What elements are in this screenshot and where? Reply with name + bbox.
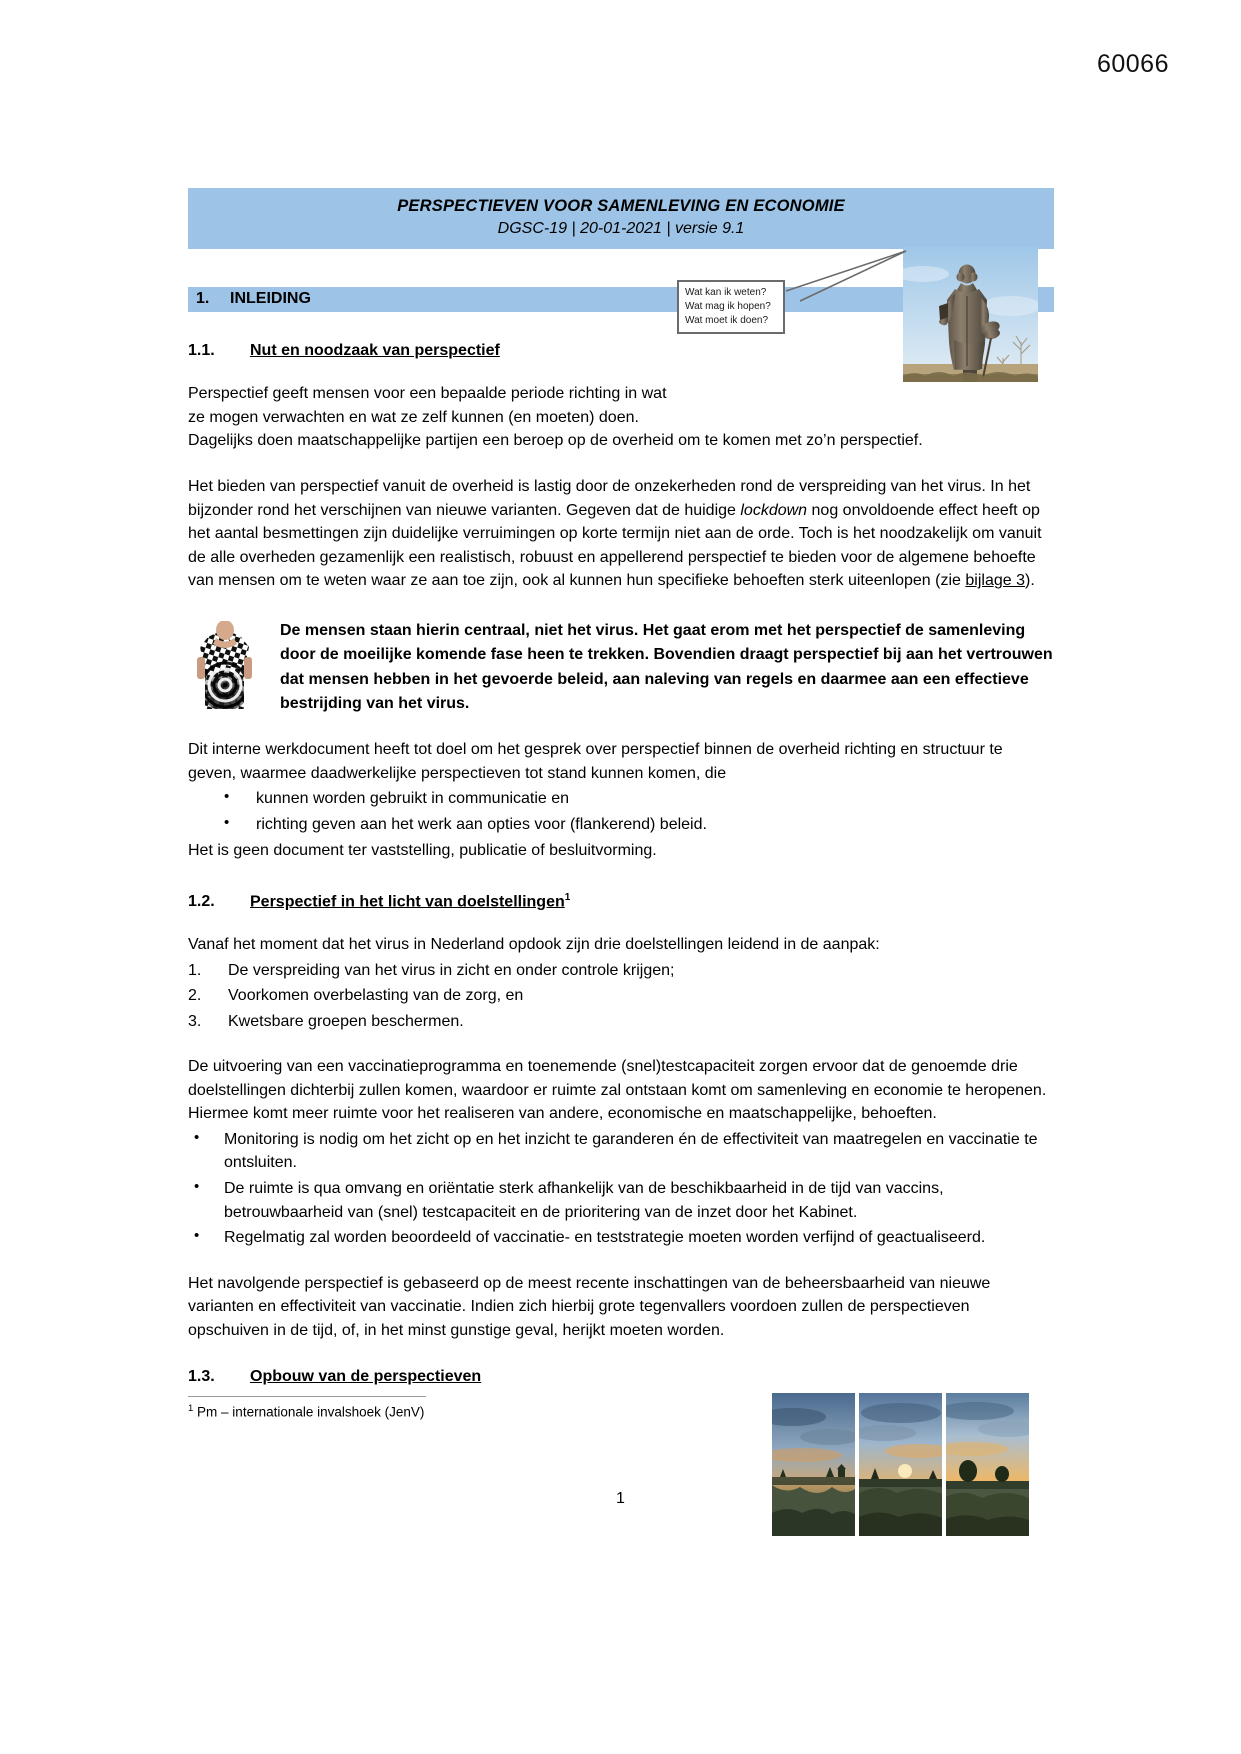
heading-1-number: 1. (196, 290, 210, 308)
heading-1-title: INLEIDING (230, 290, 311, 308)
list-item (188, 984, 1054, 1008)
intro-line-3: Dagelijks doen maatschappelijke partijen een beroep op de overheid om te komen met zo’n perspectief. (188, 432, 923, 450)
optical-illusion-photo (188, 621, 261, 709)
para2-part-a: Het bieden van perspectief vanuit de overheid is lastig door de onzekerheden rond de verspreiding van het virus. In het bijzonder rond het verschijnen van nieuwe varianten. Gegeven dat de huidige (188, 478, 1031, 519)
paragraph-bieden-van-perspectief (188, 475, 1054, 593)
page-number: 1 (616, 1490, 625, 1507)
speech-bubble (677, 280, 785, 334)
footnote-marker: 1 (188, 1403, 194, 1415)
list-item-number: 2. (188, 987, 202, 1005)
list-item-label: De verspreiding van het virus in zicht en onder controle krijgen; (228, 961, 675, 979)
list-item (188, 1177, 1054, 1224)
list-item (188, 959, 1054, 983)
sunset-panel-3-svg (946, 1393, 1029, 1536)
list-item (188, 813, 1054, 837)
list-item-label: Monitoring is nodig om het zicht op en het inzicht te garanderen én de effectiviteit van maatregelen en vaccinatie te ontsluiten. (224, 1130, 1038, 1172)
list-item-number: 1. (188, 961, 202, 979)
heading-1-1-title: Nut en noodzaak van perspectief (250, 342, 500, 360)
sunset-landscape-triptych (772, 1393, 1030, 1536)
heading-1-1-number: 1.1. (188, 342, 215, 360)
banner-title: PERSPECTIEVEN VOOR SAMENLEVING EN ECONOMIE (397, 197, 845, 215)
paragraph-geen-document: Het is geen document ter vaststelling, publicatie of besluitvorming. (188, 841, 657, 859)
list-item (188, 1010, 1054, 1034)
paragraph-werkdocument-doel: Dit interne werkdocument heeft tot doel om het gesprek over perspectief binnen de overheid richting en structuur te geven, waarmee daadwerkelijke perspectieven tot stand kunnen komen, die (188, 741, 1003, 782)
list-item-label: kunnen worden gebruikt in communicatie en (256, 790, 570, 808)
heading-1-2-title: Perspectief in het licht van doelstellingen (250, 893, 565, 911)
sunset-panel-2-svg (859, 1393, 942, 1536)
heading-1-2-number: 1.2. (188, 893, 215, 911)
list-item-label: Kwetsbare groepen beschermen. (228, 1012, 464, 1030)
para2-part-b: nog onvoldoende effect heeft op het aantal besmettingen zijn duidelijke verruimingen op korte termijn niet aan de orde. Toch is het noodzakelijk om vanuit de alle overheden gezamenlijk een realistisch, robuust en appellerend perspectief te bieden voor de algemene behoefte van mensen om te weten waar ze aan toe zijn, ook al kunnen hun specifieke behoeften sterk uiteenlopen (zie (188, 501, 1042, 590)
document-number: 60066 (1096, 50, 1169, 78)
list-doelstellingen (188, 959, 1054, 1034)
optical-illusion-svg (188, 621, 261, 709)
paragraph-vaccinatieprogramma: De uitvoering van een vaccinatieprogramma en toenemende (snel)testcapaciteit zorgen ervoor dat de genoemde drie doelstellingen dichterbij zullen komen, waardoor er ruimte zal ontstaan komt om samenleving en economie te heropenen. Hiermee komt meer ruimte voor het realiseren van andere, economische en maatschappelijke, behoeften. (188, 1058, 1047, 1123)
list-monitoring-bullets (188, 1128, 1054, 1250)
paragraph-navolgende-perspectief: Het navolgende perspectief is gebaseerd op de meest recente inschattingen van de beheersbaarheid van nieuwe varianten en effectiviteit van vaccinatie. Indien zich hierbij grote tegenvallers voordoen zullen de perspectieven opschuiven in de tijd, of, in het minst gunstige geval, herijkt moeten worden. (188, 1274, 991, 1339)
intro-line-1: Perspectief geeft mensen voor een bepaalde periode richting in wat (188, 385, 667, 403)
list-item-label: Voorkomen overbelasting van de zorg, en (228, 987, 524, 1005)
document-banner (188, 188, 1054, 249)
triptych-panel-3 (946, 1393, 1029, 1536)
footnote-reference[interactable]: 1 (564, 892, 571, 904)
triptych-panel-1 (772, 1393, 855, 1536)
paragraph-doelstellingen-intro: Vanaf het moment dat het virus in Nederland opdook zijn drie doelstellingen leidend in de aanpak: (188, 936, 880, 954)
list-item (188, 1128, 1054, 1175)
footnote-body: Pm – internationale invalshoek (JenV) (193, 1404, 425, 1420)
list-item-number: 3. (188, 1012, 202, 1030)
paragraph-perspectief-intro (188, 382, 1054, 453)
list-werkdocument-bullets (188, 787, 1054, 836)
bubble-line-3: Wat moet ik doen? (685, 314, 769, 326)
triptych-panel-2 (859, 1393, 942, 1536)
heading-1-3-number: 1.3. (188, 1368, 215, 1386)
list-item-label: De ruimte is qua omvang en oriëntatie sterk afhankelijk van de beschikbaarheid in de tijd van vaccins, betrouwbaarheid van (snel) testcapaciteit en de prioritering van de inzet door het Kabinet. (224, 1180, 944, 1221)
list-item-label: richting geven aan het werk aan opties voor (flankerend) beleid. (256, 816, 707, 833)
callout-block (188, 619, 1054, 717)
footnote-separator (188, 1396, 426, 1397)
list-item (188, 787, 1054, 811)
intro-line-2: ze mogen verwachten en wat ze zelf kunnen (en moeten) doen. (188, 408, 639, 426)
kant-statue-svg (903, 246, 1038, 382)
link-bijlage-3[interactable]: bijlage 3 (965, 572, 1025, 590)
heading-1-3-title: Opbouw van de perspectieven (250, 1368, 482, 1386)
heading-section-1-3 (188, 1368, 1054, 1386)
list-item (188, 1226, 1054, 1250)
callout-text: De mensen staan hierin centraal, niet het virus. Het gaat erom met het perspectief de samenleving door de moeilijke komende fase heen te trekken. Bovendien draagt perspectief bij aan het vertrouwen dat mensen hebben in het gevoerde beleid, aan naleving van regels en daarmee aan een effectieve bestrijding van het virus. (280, 621, 1053, 712)
banner-subtitle: DGSC-19 | 20-01-2021 | versie 9.1 (497, 220, 745, 238)
para2-part-c: ). (1024, 572, 1035, 590)
bubble-line-1: Wat kan ik weten? (685, 287, 767, 298)
heading-section-1-2 (188, 892, 1054, 911)
para2-italic-lockdown: lockdown (740, 501, 808, 519)
bubble-line-2: Wat mag ik hopen? (685, 300, 771, 312)
kant-statue-photo (903, 246, 1038, 382)
sunset-panel-1-svg (772, 1393, 855, 1536)
list-item-label: Regelmatig zal worden beoordeeld of vaccinatie- en teststrategie moeten worden verfijnd of geactualiseerd. (224, 1229, 986, 1247)
